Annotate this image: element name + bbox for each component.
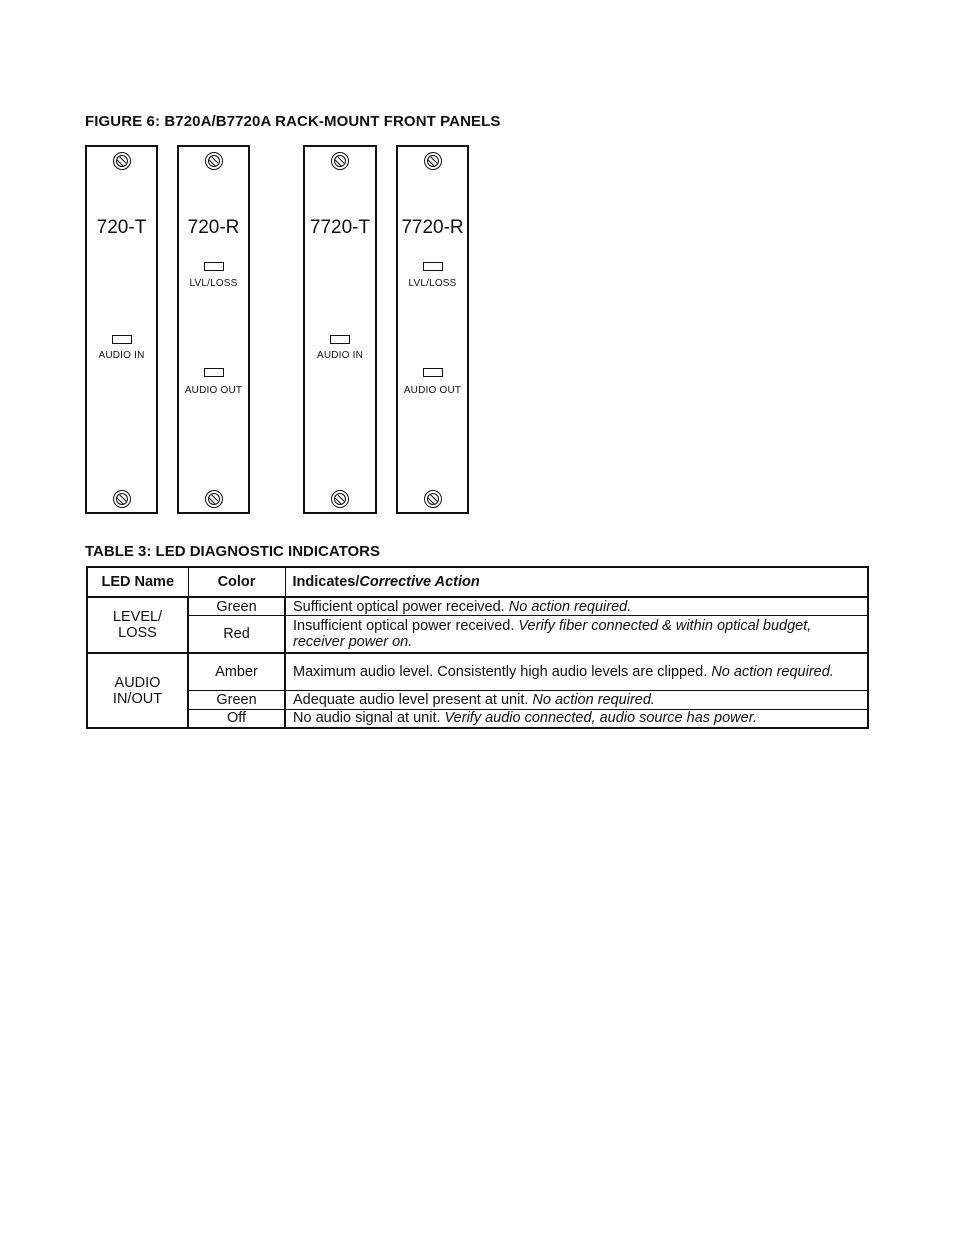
screw-icon — [205, 490, 223, 508]
led-label: AUDIO IN — [316, 350, 364, 361]
corrective-action-text: Verify audio connected, audio source has power. — [444, 710, 758, 727]
panel-name: 7720-T — [309, 217, 371, 238]
led-name-cell — [87, 653, 188, 728]
table-row — [87, 691, 868, 710]
led-indicator-icon — [112, 335, 132, 344]
indicates-cell — [285, 616, 868, 653]
led-label: AUDIO OUT — [184, 385, 243, 396]
led-indicator-icon — [423, 368, 443, 377]
led-label: AUDIO OUT — [403, 385, 462, 396]
led-diagnostic-table — [86, 566, 869, 729]
led-name-line: IN/OUT — [112, 690, 163, 707]
indicates-cell — [285, 653, 868, 690]
screw-icon — [424, 152, 442, 170]
indicates-text: Adequate audio level present at unit. — [293, 691, 533, 708]
corrective-action-text: Verify fiber connected & within optical budget, receiver power on. — [293, 618, 812, 651]
panel-720-r — [177, 145, 250, 514]
led-name-line: AUDIO — [114, 674, 161, 691]
table-row — [87, 709, 868, 728]
table-header-row — [87, 567, 868, 597]
indicates-cell — [285, 691, 868, 710]
screw-icon — [331, 490, 349, 508]
header-color: Color — [188, 567, 285, 597]
color-cell: Green — [188, 691, 285, 710]
indicates-text: Maximum audio level. Consistently high audio levels are clipped. — [293, 664, 712, 681]
color-cell: Green — [188, 597, 285, 616]
led-name-line: LOSS — [118, 625, 157, 642]
corrective-action-text: No action required. — [532, 691, 655, 708]
color-cell: Red — [188, 616, 285, 653]
header-indicates — [285, 567, 868, 597]
figure-title: FIGURE 6: B720A/B7720A RACK-MOUNT FRONT PANELS — [85, 113, 501, 130]
screw-icon — [424, 490, 442, 508]
indicates-text: No audio signal at unit. — [293, 710, 445, 727]
indicates-cell — [285, 709, 868, 728]
led-label: AUDIO IN — [98, 350, 145, 361]
header-led-name: LED Name — [87, 567, 188, 597]
led-indicator-icon — [204, 368, 224, 377]
panel-720-t — [85, 145, 158, 514]
led-name-line: LEVEL/ — [112, 609, 163, 626]
indicates-cell — [285, 597, 868, 616]
panel-7720-t — [303, 145, 377, 514]
table-row — [87, 597, 868, 616]
corrective-action-text: No action required. — [711, 664, 834, 681]
header-corrective-text: Corrective Action — [359, 574, 480, 590]
color-cell: Amber — [188, 653, 285, 690]
color-cell: Off — [188, 709, 285, 728]
header-indicates-text: Indicates/ — [292, 574, 360, 590]
panel-name: 720-T — [96, 217, 147, 238]
screw-icon — [205, 152, 223, 170]
panel-7720-r — [396, 145, 469, 514]
panel-name: 720-R — [187, 217, 240, 238]
panel-name: 7720-R — [401, 217, 464, 238]
screw-icon — [113, 490, 131, 508]
led-label: LVL/LOSS — [408, 278, 457, 289]
led-indicator-icon — [423, 262, 443, 271]
indicates-text: Sufficient optical power received. — [293, 598, 509, 615]
led-indicator-icon — [330, 335, 350, 344]
screw-icon — [331, 152, 349, 170]
screw-icon — [113, 152, 131, 170]
table-row — [87, 653, 868, 690]
corrective-action-text: No action required. — [508, 598, 632, 615]
table-title: TABLE 3: LED DIAGNOSTIC INDICATORS — [85, 543, 381, 560]
indicates-text: Insufficient optical power received. — [293, 618, 519, 635]
led-name-cell — [87, 597, 188, 653]
led-label: LVL/LOSS — [189, 278, 238, 289]
led-indicator-icon — [204, 262, 224, 271]
table-row — [87, 616, 868, 653]
